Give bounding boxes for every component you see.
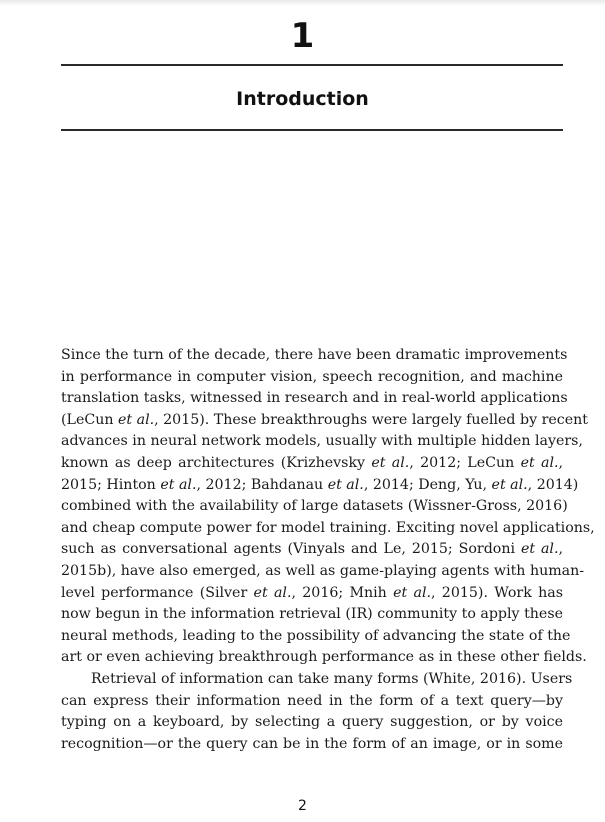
citation-et-al: et al. [520,454,559,471]
text-line: art or even achieving breakthrough performance as in these other fields. [61,649,587,666]
text-line: Retrieval of information can take many forms (White, 2016). Users [91,670,573,687]
text-line: such as conversational agents (Vinyals and Le, 2015; Sordoni et al., [61,541,563,558]
chapter-title: Introduction [236,88,369,110]
citation-et-al: et al. [371,454,410,471]
citation-et-al: et al. [491,476,528,493]
text-line: translation tasks, witnessed in research and in real-world applications [61,390,568,407]
citation-et-al: et al. [253,584,292,601]
citation-et-al: et al. [520,541,559,558]
text-line: and cheap compute power for model training. Exciting novel applications, [61,519,595,536]
citation-et-al: et al. [327,476,364,493]
citation-et-al: et al. [118,411,155,428]
text-line: (LeCun et al., 2015). These breakthroughs were largely fuelled by recent [61,411,588,428]
body-text [61,345,595,755]
text-line: level performance (Silver et al., 2016; Mnih et al., 2015). Work has [61,584,563,601]
text-line: Since the turn of the decade, there have been dramatic improvements [61,347,568,363]
text-line: can express their information need in the form of a text query—by [61,692,563,709]
chapter-number: 1 [290,16,315,56]
text-line: in performance in computer vision, speech recognition, and machine [61,368,563,385]
text-line: known as deep architectures (Krizhevsky et al., 2012; LeCun et al., [61,454,564,471]
paragraph [61,669,573,755]
citation-et-al: et al. [393,584,431,601]
text-line: 2015; Hinton et al., 2012; Bahdanau et al., 2014; Deng, Yu, et al., 2014) [61,476,579,493]
text-line: recognition—or the query can be in the form of an image, or in some [61,735,563,752]
chapter-rule-top [61,64,563,66]
text-line: 2015b), have also emerged, as well as game-playing agents with human- [61,562,585,579]
text-line: combined with the availability of large datasets (Wissner-Gross, 2016) [61,498,568,515]
text-line: typing on a keyboard, by selecting a query suggestion, or by voice [61,714,563,731]
text-line: neural methods, leading to the possibility of advancing the state of the [61,627,571,644]
citation-et-al: et al. [160,476,197,493]
text-line: now begun in the information retrieval (IR) community to apply these [61,606,563,623]
viewer-top-shadow [0,0,605,6]
text-line: advances in neural network models, usually with multiple hidden layers, [61,433,583,450]
chapter-rule-bottom [61,129,563,131]
paragraph [61,345,595,669]
page-number: 2 [298,798,307,814]
